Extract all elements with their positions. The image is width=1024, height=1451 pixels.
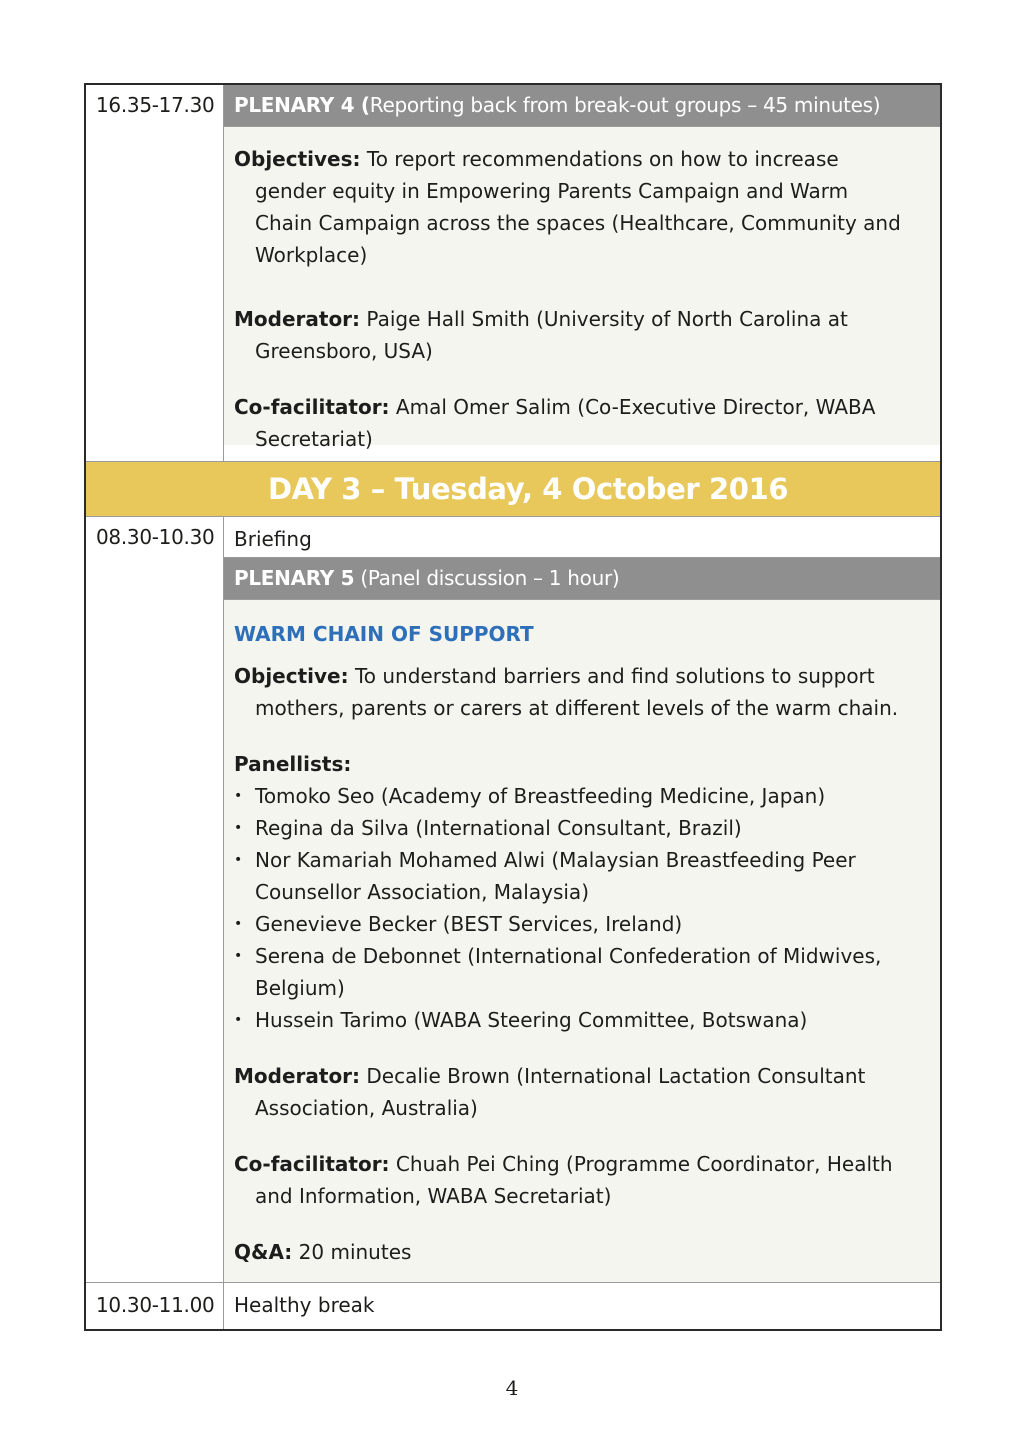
plenary-4-header-bold: PLENARY 4 ( (234, 93, 370, 117)
list-item: • Serena de Debonnet (International Confederation of Midwives, Belgium) (234, 940, 910, 1004)
cofacilitator-text: Amal Omer Salim (Co-Executive Director, WABA Secretariat) (255, 395, 876, 451)
list-item: • Hussein Tarimo (WABA Steering Committee, Botswana) (234, 1004, 910, 1036)
plenary-4-body (224, 127, 940, 451)
plenary-4-header-rest: Reporting back from break-out groups – 45 minutes) (369, 93, 881, 117)
plenary-5-header-bold: PLENARY 5 (234, 566, 355, 590)
cofacilitator-paragraph (234, 391, 910, 455)
moderator-label: Moderator: (234, 307, 361, 331)
objectives-label: Objectives: (234, 147, 361, 171)
table-row-plenary-5 (86, 517, 940, 1283)
qa-text: 20 minutes (298, 1240, 412, 1264)
content-cell (224, 1283, 940, 1329)
moderator-paragraph (234, 303, 910, 367)
time-cell: 08.30-10.30 (86, 517, 224, 1282)
cofacilitator-label: Co-facilitator: (234, 395, 390, 419)
objective-label: Objective: (234, 664, 349, 688)
plenary-4-header (224, 85, 940, 127)
day-3-banner: DAY 3 – Tuesday, 4 October 2016 (86, 462, 940, 517)
objectives-text: To report recommendations on how to increase gender equity in Empowering Parents Campaign and Warm Chain Campaign across the spaces (Healthcare, Community and Workplace) (255, 147, 901, 267)
cofacilitator-label: Co-facilitator: (234, 1152, 390, 1176)
plenary-5-header (224, 558, 940, 600)
cofacilitator-paragraph (234, 1148, 910, 1212)
content-cell (224, 517, 940, 1282)
briefing-cell: Briefing (224, 517, 940, 558)
list-item: • Nor Kamariah Mohamed Alwi (Malaysian Breastfeeding Peer Counsellor Association, Malaysia) (234, 844, 910, 908)
plenary-5-body (224, 600, 940, 1282)
moderator-text: Paige Hall Smith (University of North Carolina at Greensboro, USA) (255, 307, 848, 363)
programme-table (84, 83, 942, 1331)
time-cell: 16.35-17.30 (86, 85, 224, 461)
qa-paragraph (234, 1236, 910, 1268)
moderator-label: Moderator: (234, 1064, 361, 1088)
objective-text: To understand barriers and find solutions to support mothers, parents or carers at different levels of the warm chain. (255, 664, 899, 720)
list-item: • Genevieve Becker (BEST Services, Ireland) (234, 908, 910, 940)
panellists-list (234, 780, 910, 1036)
plenary-5-header-rest: (Panel discussion – 1 hour) (360, 566, 620, 590)
break-text: Healthy break (234, 1293, 375, 1317)
content-cell (224, 85, 940, 461)
section-title: WARM CHAIN OF SUPPORT (234, 622, 534, 646)
moderator-paragraph (234, 1060, 910, 1124)
qa-label: Q&A: (234, 1240, 293, 1264)
page-number: 4 (505, 1376, 519, 1400)
cofacilitator-text: Chuah Pei Ching (Programme Coordinator, Health and Information, WABA Secretariat) (255, 1152, 893, 1208)
list-item: • Tomoko Seo (Academy of Breastfeeding Medicine, Japan) (234, 780, 910, 812)
objective-paragraph (234, 660, 910, 724)
table-row-break (86, 1283, 940, 1329)
time-cell: 10.30-11.00 (86, 1283, 224, 1329)
objectives-paragraph (234, 143, 910, 271)
panellists-label: Panellists: (234, 752, 352, 776)
table-row-plenary-4 (86, 85, 940, 462)
list-item: • Regina da Silva (International Consultant, Brazil) (234, 812, 910, 844)
moderator-text: Decalie Brown (International Lactation Consultant Association, Australia) (255, 1064, 866, 1120)
panellists-label-paragraph (234, 748, 910, 780)
